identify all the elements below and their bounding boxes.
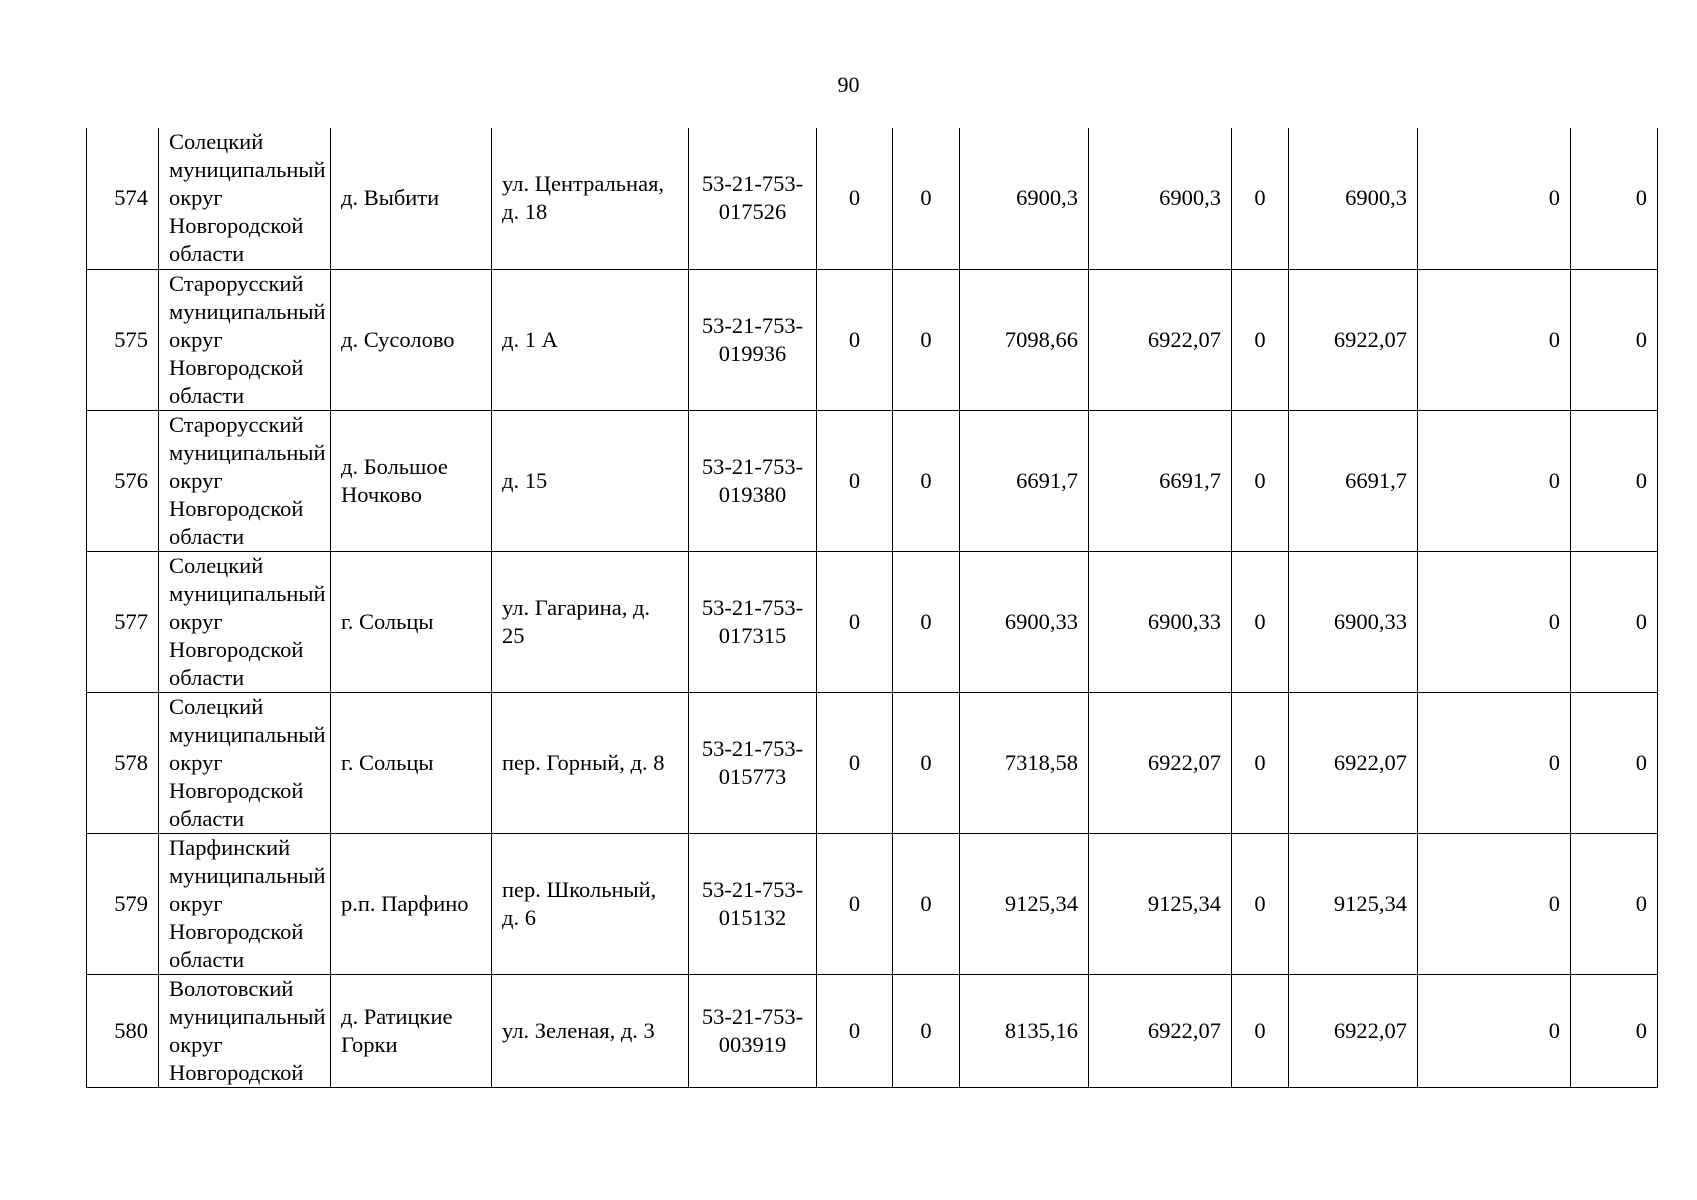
value-cell: 0 — [893, 551, 960, 692]
value-cell: 0 — [893, 974, 960, 1087]
page-number: 90 — [837, 72, 860, 97]
settlement-cell: д. Большое Ночково — [331, 410, 492, 551]
value-cell: 0 — [817, 692, 893, 833]
value-cell: 6922,07 — [1089, 974, 1232, 1087]
value-cell: 0 — [1232, 410, 1289, 551]
settlement-cell: д. Сусолово — [331, 269, 492, 410]
municipality-cell: Парфинский муниципальный округ Новгородской области — [159, 833, 331, 974]
code-cell: 53-21-753-017315 — [689, 551, 817, 692]
address-cell: д. 15 — [492, 410, 689, 551]
value-cell: 0 — [1232, 833, 1289, 974]
value-cell: 9125,34 — [1289, 833, 1418, 974]
row-number: 577 — [87, 551, 159, 692]
value-cell: 0 — [1418, 269, 1571, 410]
table-row — [87, 269, 1658, 410]
municipality-cell: Волотовский муниципальный округ Новгородской — [159, 974, 331, 1087]
value-cell: 6900,3 — [1089, 128, 1232, 269]
code-cell: 53-21-753-015132 — [689, 833, 817, 974]
value-cell: 0 — [1571, 551, 1658, 692]
value-cell: 0 — [893, 269, 960, 410]
table-row — [87, 128, 1658, 269]
value-cell: 0 — [817, 551, 893, 692]
value-cell: 8135,16 — [960, 974, 1089, 1087]
value-cell: 6691,7 — [1289, 410, 1418, 551]
value-cell: 6691,7 — [1089, 410, 1232, 551]
value-cell: 6900,3 — [960, 128, 1089, 269]
value-cell: 6922,07 — [1089, 269, 1232, 410]
value-cell: 0 — [1418, 410, 1571, 551]
row-number: 579 — [87, 833, 159, 974]
value-cell: 6922,07 — [1089, 692, 1232, 833]
value-cell: 0 — [817, 833, 893, 974]
address-cell: ул. Зеленая, д. 3 — [492, 974, 689, 1087]
row-number: 578 — [87, 692, 159, 833]
settlement-cell: д. Ратицкие Горки — [331, 974, 492, 1087]
value-cell: 0 — [1418, 692, 1571, 833]
value-cell: 0 — [1232, 551, 1289, 692]
value-cell: 0 — [817, 269, 893, 410]
value-cell: 6922,07 — [1289, 269, 1418, 410]
value-cell: 0 — [1232, 128, 1289, 269]
value-cell: 0 — [817, 410, 893, 551]
table-row — [87, 692, 1658, 833]
value-cell: 9125,34 — [1089, 833, 1232, 974]
row-number: 580 — [87, 974, 159, 1087]
value-cell: 0 — [1571, 410, 1658, 551]
address-cell: ул. Гагарина, д. 25 — [492, 551, 689, 692]
municipality-cell: Старорусский муниципальный округ Новгородской области — [159, 269, 331, 410]
value-cell: 0 — [817, 974, 893, 1087]
value-cell: 6900,33 — [1089, 551, 1232, 692]
registry-table — [86, 128, 1658, 1088]
address-cell: д. 1 А — [492, 269, 689, 410]
settlement-cell: г. Сольцы — [331, 692, 492, 833]
value-cell: 0 — [1571, 128, 1658, 269]
value-cell: 0 — [817, 128, 893, 269]
municipality-cell: Солецкий муниципальный округ Новгородской области — [159, 551, 331, 692]
value-cell: 6900,3 — [1289, 128, 1418, 269]
value-cell: 0 — [893, 410, 960, 551]
settlement-cell: р.п. Парфино — [331, 833, 492, 974]
table-row — [87, 551, 1658, 692]
value-cell: 6922,07 — [1289, 692, 1418, 833]
value-cell: 0 — [893, 833, 960, 974]
value-cell: 0 — [1571, 692, 1658, 833]
municipality-cell: Солецкий муниципальный округ Новгородской области — [159, 692, 331, 833]
value-cell: 0 — [893, 128, 960, 269]
code-cell: 53-21-753-003919 — [689, 974, 817, 1087]
value-cell: 6691,7 — [960, 410, 1089, 551]
settlement-cell: г. Сольцы — [331, 551, 492, 692]
row-number: 575 — [87, 269, 159, 410]
code-cell: 53-21-753-015773 — [689, 692, 817, 833]
address-cell: пер. Школьный, д. 6 — [492, 833, 689, 974]
value-cell: 0 — [1571, 833, 1658, 974]
municipality-cell: Старорусский муниципальный округ Новгородской области — [159, 410, 331, 551]
value-cell: 7098,66 — [960, 269, 1089, 410]
registry-body — [87, 128, 1658, 1087]
value-cell: 0 — [1232, 692, 1289, 833]
address-cell: ул. Центральная, д. 18 — [492, 128, 689, 269]
value-cell: 9125,34 — [960, 833, 1089, 974]
value-cell: 0 — [1418, 551, 1571, 692]
value-cell: 0 — [1232, 974, 1289, 1087]
code-cell: 53-21-753-019936 — [689, 269, 817, 410]
value-cell: 7318,58 — [960, 692, 1089, 833]
code-cell: 53-21-753-017526 — [689, 128, 817, 269]
value-cell: 0 — [1418, 833, 1571, 974]
value-cell: 0 — [1571, 974, 1658, 1087]
value-cell: 0 — [1418, 128, 1571, 269]
settlement-cell: д. Выбити — [331, 128, 492, 269]
table-row — [87, 833, 1658, 974]
code-cell: 53-21-753-019380 — [689, 410, 817, 551]
value-cell: 6922,07 — [1289, 974, 1418, 1087]
value-cell: 6900,33 — [960, 551, 1089, 692]
value-cell: 0 — [893, 692, 960, 833]
address-cell: пер. Горный, д. 8 — [492, 692, 689, 833]
table-row — [87, 410, 1658, 551]
table-row — [87, 974, 1658, 1087]
row-number: 574 — [87, 128, 159, 269]
value-cell: 0 — [1418, 974, 1571, 1087]
value-cell: 0 — [1232, 269, 1289, 410]
value-cell: 0 — [1571, 269, 1658, 410]
row-number: 576 — [87, 410, 159, 551]
value-cell: 6900,33 — [1289, 551, 1418, 692]
municipality-cell: Солецкий муниципальный округ Новгородской области — [159, 128, 331, 269]
